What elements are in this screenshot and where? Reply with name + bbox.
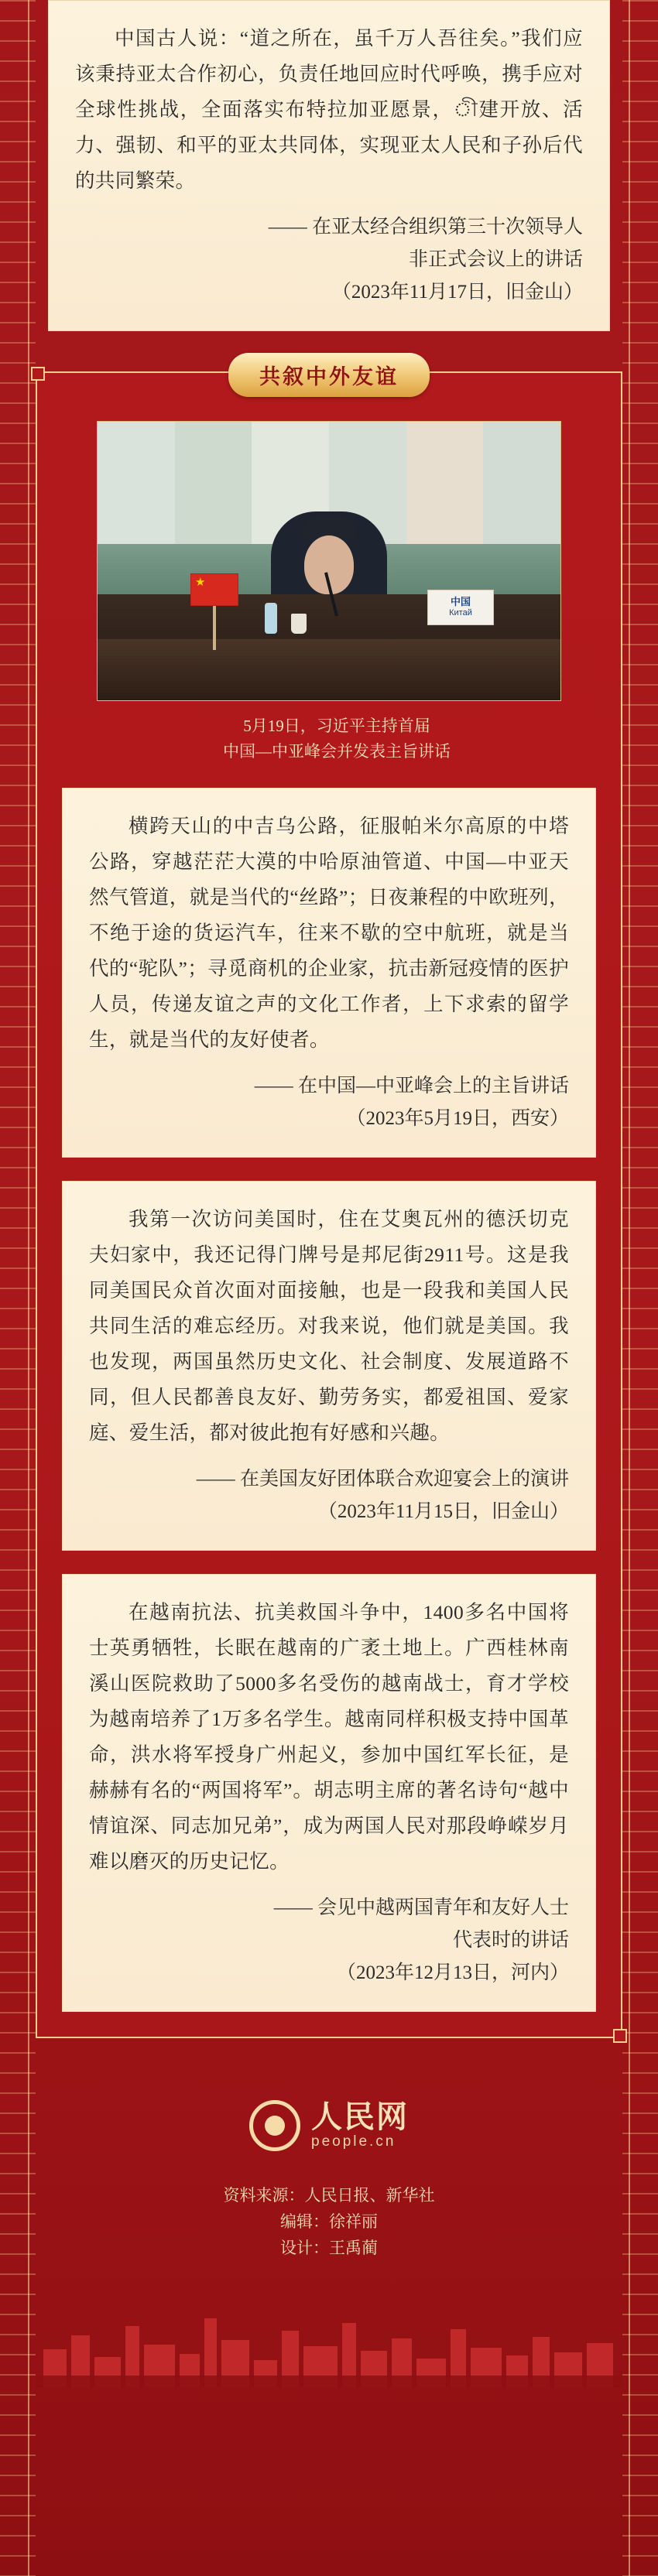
nameplate-ru: Китай <box>449 607 472 617</box>
credit-designer: 设计：王禹蔺 <box>280 2239 378 2257</box>
quote-source-line-3: （2023年11月17日，旧金山） <box>331 282 583 303</box>
quote-source-line-1: —— 会见中越两国青年和友好人士 <box>273 1897 569 1918</box>
quote-source-line-1: —— 在中国—中亚峰会上的主旨讲话 <box>254 1076 569 1096</box>
logo-label-cn: 人民网 <box>311 2099 409 2134</box>
quote-source <box>89 1892 569 1989</box>
section-title <box>228 353 430 397</box>
quote-card <box>62 788 596 1158</box>
quote-source-line-2: 非正式会议上的讲话 <box>408 249 583 270</box>
quote-source <box>89 1463 569 1528</box>
quote-source-line-2: 代表时的讲话 <box>452 1930 569 1951</box>
quote-source <box>89 1070 569 1135</box>
logo-label-en: people.cn <box>311 2133 396 2150</box>
footer <box>36 2069 622 2261</box>
nameplate-cn: 中国 <box>450 595 471 607</box>
quote-text: 在越南抗法、抗美救国斗争中，1400多名中国将士英勇牺牲，长眠在越南的广袤土地上。广西桂林南溪山医院救助了5000多名受伤的越南战士，育才学校为越南培养了1万多名学生。越南同样积极支持中国革命，洪水将军授身广州起义，参加中国红军长征，是赫赫有名的“两国将军”。胡志明主席的著名诗句“越中情谊深、同志加兄弟”，成为两国人民对那段峥嵘岁月难以磨灭的历史记忆。 <box>89 1601 569 1873</box>
people-cn-logo[interactable] <box>249 2100 409 2151</box>
quote-text: 横跨天山的中吉乌公路，征服帕米尔高原的中塔公路，穿越茫茫大漠的中哈原油管道、中国—中亚天然气管道，就是当代的“丝路”；日夜兼程的中欧班列，不绝于途的货运汽车，往来不歇的空中航班，就是当代的“驼队”；寻觅商机的企业家，抗击新冠疫情的医护人员，传递友谊之声的文化工作者，上下求索的留学生，就是当代的友好使者。 <box>89 815 569 1051</box>
quote-source <box>75 211 583 309</box>
photo-caption <box>97 713 577 765</box>
credits <box>36 2182 622 2261</box>
credit-editor: 编辑：徐祥丽 <box>280 2212 378 2231</box>
quote-source-line-1: —— 在亚太经合组织第三十次领导人 <box>268 217 583 238</box>
quote-card-top <box>48 0 610 331</box>
quote-source-line-1: —— 在美国友好团体联合欢迎宴会上的演讲 <box>196 1469 569 1490</box>
section-friendship <box>36 365 622 2038</box>
section-title-text: 共叙中外友谊 <box>259 365 399 388</box>
china-flag-icon <box>190 573 238 606</box>
photo-caption-line-1: 5月19日，习近平主持首届 <box>243 717 430 735</box>
skyline-icon <box>36 2295 622 2388</box>
logo-circle-icon <box>249 2100 300 2151</box>
summit-photo <box>97 421 561 701</box>
quote-text: 我第一次访问美国时，住在艾奥瓦州的德沃切克夫妇家中，我还记得门牌号是邦尼街2911号。这是我同美国民众首次面对面接触，也是一段我和美国人民共同生活的难忘经历。对我来说，他们就是美国。我也发现，两国虽然历史文化、社会制度、发展道路不同，但人民都善良友好、勤劳务实，都爱祖国、爱家庭、爱生活，都对彼此抱有好感和兴趣。 <box>89 1208 569 1444</box>
photo-block <box>97 421 561 765</box>
quote-source-line-2: （2023年11月15日，旧金山） <box>317 1501 569 1522</box>
quote-source-line-3: （2023年12月13日，河内） <box>336 1962 569 1983</box>
photo-caption-line-2: 中国—中亚峰会并发表主旨讲话 <box>223 742 451 761</box>
nameplate <box>427 590 494 625</box>
skyline-decoration <box>36 2295 622 2388</box>
quote-text: 中国古人说：“道之所在，虽千万人吾往矣。”我们应该秉持亚太合作初心，负责任地回应时代呼唤，携手应对全球性挑战，全面落实布特拉加亚愿景，ী建开放、活力、强韧、和平的亚太共同体，实现亚太人民和子孙后代的共同繁荣。 <box>75 27 583 192</box>
credit-source: 资料来源：人民日报、新华社 <box>223 2186 435 2205</box>
quote-card <box>62 1574 596 2012</box>
quote-card <box>62 1181 596 1551</box>
quote-source-line-2: （2023年5月19日，西安） <box>346 1108 569 1129</box>
